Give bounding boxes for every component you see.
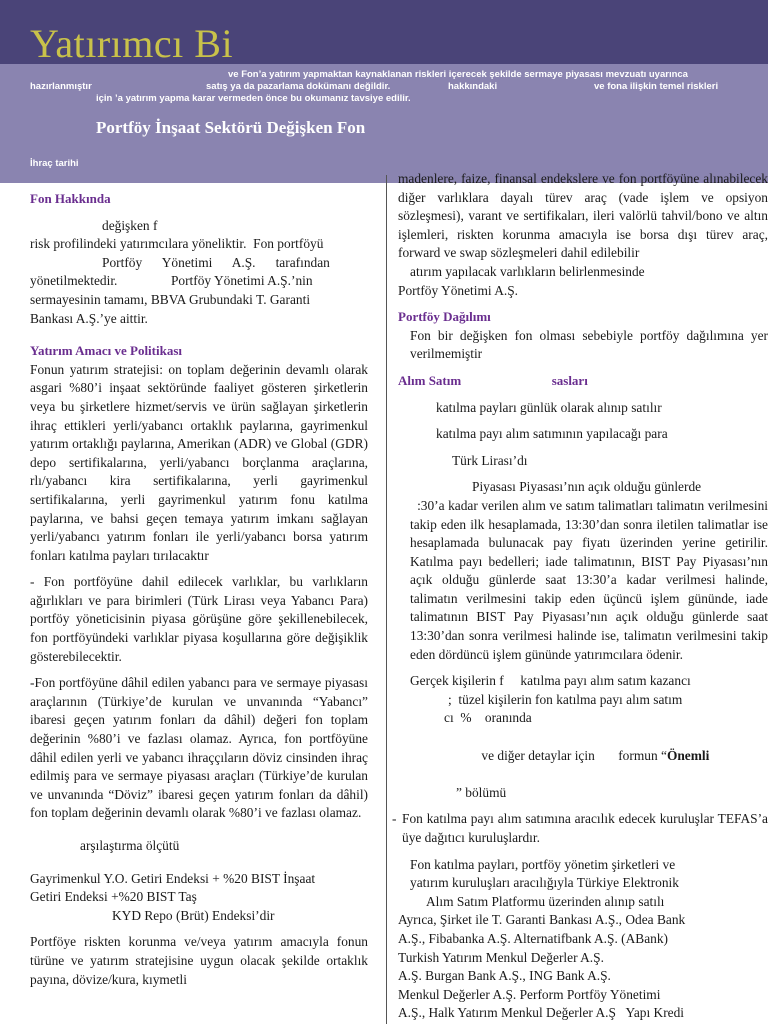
disclaimer-line-2b: satış ya da pazarlama dokümanı değildir.	[206, 81, 391, 92]
tefas-paragraph: Fon katılma payı alım satımına aracılık edecek kuruluşlar TEFAS’a üye dağıtıcı kuruluşlardır.	[402, 811, 768, 845]
banks-line-4: A.Ş. Burgan Bank A.Ş., ING Bank A.Ş.	[398, 968, 611, 984]
benchmark-line-3: KYD Repo (Brüt) Endeksi’dir	[112, 907, 275, 923]
tax-line-5: ” bölümü	[456, 784, 507, 800]
about-heading: Fon Hakkında	[30, 191, 111, 206]
benchmark-label: arşılaştırma ölçütü	[80, 838, 180, 853]
tax-line-1: Gerçek kişilerin f katılma payı alım satım kazancı	[410, 673, 691, 689]
banks-line-2: A.Ş., Fibabanka A.Ş. Alternatifbank A.Ş. (ABank)	[398, 930, 669, 946]
left-column	[30, 190, 368, 989]
trading-line-3: Türk Lirası’dı	[452, 452, 528, 468]
banks-line-3: Turkish Yatırım Menkul Değerler A.Ş.	[398, 949, 604, 965]
disclaimer-line-2c: hakkındaki	[448, 81, 498, 92]
trading-line-2: katılma payı alım satımının yapılacağı para	[436, 426, 668, 442]
about-line-6: Bankası A.Ş.’ye aittir.	[30, 310, 148, 326]
tefas-item	[392, 810, 768, 847]
trading-heading	[398, 372, 768, 391]
about-line-3: Portföy Yönetimi A.Ş. tarafından	[102, 254, 330, 270]
about-line-5: sermayesinin tamamı, BBVA Grubundaki T. Garanti	[30, 291, 311, 307]
trading-heading-a: Alım Satım	[398, 372, 462, 388]
disclaimer-line-2a: hazırlanmıştır	[30, 81, 92, 92]
disclaimer-line-2d: ve fona ilişkin temel riskleri	[594, 81, 719, 92]
hedge-paragraph: Portföye riskten korunma ve/veya yatırım amacıyla fonun türüne ve yatırım stratejisine uygun olacak şekilde ortaklık payına, dövize/kura, kıymetli	[30, 934, 368, 987]
policy-paragraph-1: Fonun yatırım stratejisi: on toplam değerinin devamlı olarak asgari %80’i inşaat sektöründe faaliyet gösteren şirketlerin veya bu şirketlere hizmet/servis ve ürün sağlayan şirketlerin ihraç ettikleri yerli/yabancı ortaklık paylarına, gayrimenkul yatırım ortaklığı paylarına, Amerikan (ADR) ve Global (GDR) depo sertifikalarına, yerli/yabancı borçlanma araçlarına, rlı/yabancı kira sertifikalarına, yerli gayrimenkul sertifikalarına, yerli gayrimenkul yatırım fonu katılma paylarına, ve bahsi geçen temaya yatırım imkanı sağlayan yerli/yabancı yatırım fonları ile yerli/yabancı borsa yatırım fonları katılma payları tırılacaktır	[30, 361, 368, 563]
banks-line-5: Menkul Değerler A.Ş. Perform Portföy Yönetimi	[398, 986, 661, 1002]
platform-line-3: Alım Satım Platformu üzerinden alınıp satılı	[426, 893, 665, 909]
policy-paragraph-3: -Fon portföyüne dâhil edilen yabancı para ve sermaye piyasası araçlarının (Türkiye’de kurulan ve unvanında “Yabancı” ibaresi geçen yatırım fonları da dâhil) değeri fon toplam değerinin %80’i ve fazlası olamaz. Ayrıca, fon portföyüne dâhil edilen yerli ve yabancı ihraççıların döviz cinsinden ihraç edilmiş para ve sermaye piyasası araçları (Türkiye’de kurulan ve unvanında “Döviz” ibaresi geçen yatırım fonları da dâhil) fon toplam değerinin devamlı olarak %80’i ve fazlası olamaz.	[30, 675, 368, 821]
distribution-paragraph: Fon bir değişken fon olması sebebiyle portföy dağılımına yer verilmemiştir	[410, 327, 768, 362]
about-line-1: değişken f	[102, 217, 158, 233]
fund-title: Portföy İnşaat Sektörü Değişken Fon	[96, 118, 366, 137]
policy-heading: Yatırım Amacı ve Politikası	[30, 343, 183, 359]
trading-line-4: Piyasası Piyasası’nın açık olduğu günlerde	[472, 479, 702, 495]
trading-heading-b: sasları	[551, 372, 588, 388]
tefas-bullet: -	[392, 811, 397, 827]
tax-line-4	[398, 728, 768, 784]
policy-paragraph-2: - Fon portföyüne dahil edilecek varlıklar, bu varlıkların ağırlıkları ve para birimleri (Türk Lirası veya Yabancı Para) portföy yöneticisinin piyasa görüşüne göre şekillenebilecek, fon portföyündeki varlıklar piyasa koşullarına göre değişiklik gösterebilecektir.	[30, 574, 368, 664]
document-header	[0, 0, 768, 183]
brand-title: Yatırımcı Bi	[30, 21, 234, 66]
platform-line-2: yatırım kuruluşları aracılığıyla Türkiye Elektronik	[410, 875, 679, 891]
banks-line-1: Ayrıca, Şirket ile T. Garanti Bankası A.Ş., Odea Bank	[398, 912, 686, 928]
trading-paragraph: :30’a kadar verilen alım ve satım talimatları talimatın verilmesini takip eden ilk hesaplamada, 13:30’dan sonra iletilen talimatlar ise hesaplamada bulunacak pay fiyatı üzerinden yerine getirilir. Katılma payı bedelleri; iade talimatının, BIST Pay Piyasası’nın açık olduğu günlerde saat 13:30’a kadar verilmesi halinde, talimatın verilmesini takip eden üçüncü işlem gününde, iade talimatının BIST Pay Piyasası’nın açık olduğu günlerde saat 13:30’dan sonra verilmesi halinde ise, talimatın verilmesini takip eden dördüncü işlem gününde yatırımcılara ödenir.	[410, 497, 768, 662]
disclaimer-line-1: ve Fon’a yatırım yapmaktan kaynaklanan riskleri içerecek şekilde sermaye piyasası mevzuatı uyarınca	[228, 69, 688, 80]
banks-line-6: A.Ş., Halk Yatırım Menkul Değerler A.Ş Yapı Kredi	[398, 1005, 685, 1021]
tax-line-4-bold: Önemli	[666, 747, 710, 763]
issue-date-label: İhraç tarihi	[30, 158, 79, 169]
derivatives-paragraph: madenlere, faize, finansal endekslere ve fon portföyüne alınabilecek diğer varlıklara dayalı türev araç (vade işlem ve opsiyon sözleşmesi), varant ve sertifikaları, ileri valörlü tahvil/bono ve altın işlemleri, riskten korunma amacıyla ise borsa dışı türev araç, forward ve swap sözleşmeleri dahil edilebilir	[398, 171, 768, 261]
distribution-heading: Portföy Dağılımı	[398, 309, 491, 325]
benchmark-line-1: Gayrimenkul Y.O. Getiri Endeksi + %20 BIST İnşaat	[30, 870, 316, 886]
disclaimer-line-3: için ’a yatırım yapma karar vermeden önce bu okumanız tavsiye edilir.	[96, 93, 411, 104]
column-divider	[386, 175, 387, 1024]
about-line-2: risk profilindeki yatırımcılara yöneliktir. Fon portföyü	[30, 236, 324, 252]
selection-line-1: atırım yapılacak varlıkların belirlenmesinde	[410, 263, 645, 279]
benchmark-line-2: Getiri Endeksi +%20 BIST Taş	[30, 889, 197, 905]
tax-line-4-text: ve diğer detaylar için formun “	[481, 747, 667, 763]
about-line-4: yönetilmektedir. Portföy Yönetimi A.Ş.’nin	[30, 273, 313, 289]
trading-line-1: katılma payları günlük olarak alınıp satılır	[436, 399, 662, 415]
selection-line-2: Portföy Yönetimi A.Ş.	[398, 282, 519, 298]
tax-line-3: cı % oranında	[444, 710, 532, 726]
tax-line-2: ; tüzel kişilerin fon katılma payı alım satım	[448, 691, 683, 707]
platform-line-1: Fon katılma payları, portföy yönetim şirketleri ve	[410, 856, 676, 872]
right-column	[392, 170, 768, 1023]
